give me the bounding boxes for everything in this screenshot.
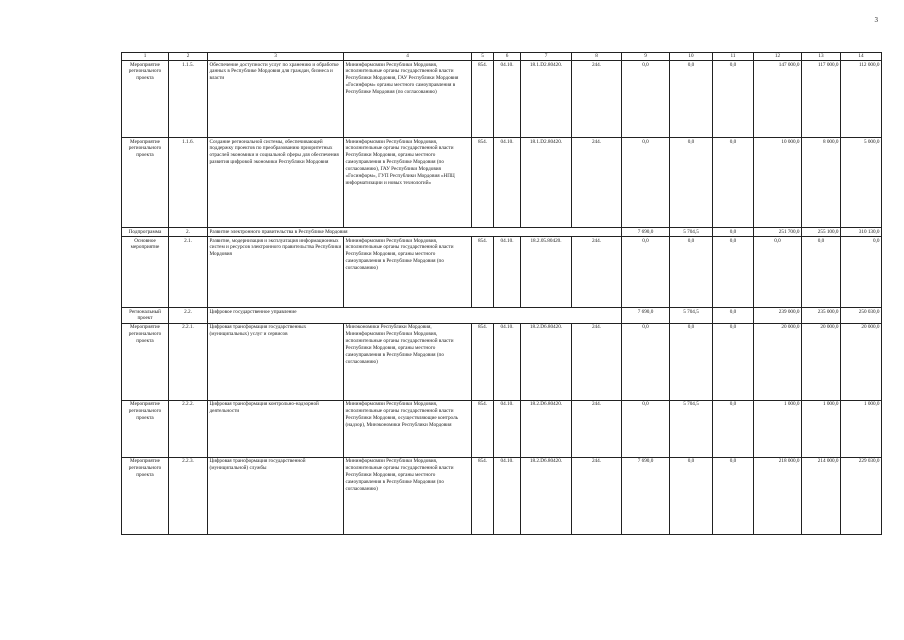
table-row (122, 237, 882, 308)
column-header: 3 (208, 53, 344, 61)
cell-value: 0,0 (670, 138, 713, 228)
cell-value: 0,0 (622, 323, 670, 400)
cell-grbs: 854. (472, 237, 494, 308)
column-header: 10 (670, 53, 713, 61)
cell-type: Мероприятие регионального проекта (122, 138, 169, 228)
column-header: 2 (169, 53, 208, 61)
budget-table (121, 52, 882, 535)
cell-value: 5 704,5 (670, 228, 713, 237)
table-row (122, 61, 882, 138)
column-header: 9 (622, 53, 670, 61)
cell-vr: 244. (572, 323, 622, 400)
cell-name: Создание региональной системы, обеспечивающей поддержку проектов по преобразованию приоритетных отраслей экономики и социальной сферы для обеспечения развития цифровой экономики Республики Мордовия (208, 138, 344, 228)
cell-value: 0,0 (713, 237, 754, 308)
column-header: 6 (494, 53, 521, 61)
cell-grbs: 854. (472, 400, 494, 457)
cell-value: 0,0 (670, 237, 713, 308)
cell-value: 20 000,0 (754, 323, 802, 400)
column-header: 11 (713, 53, 754, 61)
column-header: 12 (754, 53, 802, 61)
cell-rzpr: 04.10. (494, 138, 521, 228)
cell-value: 0,0 (670, 457, 713, 534)
column-header: 5 (472, 53, 494, 61)
cell-value: 7 690,0 (622, 457, 670, 534)
cell-value: 112 000,0 (841, 61, 882, 138)
cell-value: 0,0 (670, 323, 713, 400)
cell-value: 0,0 (713, 308, 754, 324)
cell-rzpr: 04.10. (494, 323, 521, 400)
table-row (122, 228, 882, 237)
cell-value: 0,0 (622, 237, 670, 308)
cell-value: 0,0 (713, 323, 754, 400)
cell-type: Мероприятие регионального проекта (122, 457, 169, 534)
cell-number: 2.2.1. (169, 323, 208, 400)
cell-number: 2.2.3. (169, 457, 208, 534)
cell-type: Мероприятие регионального проекта (122, 61, 169, 138)
cell-grbs: 854. (472, 323, 494, 400)
cell-number: 1.1.5. (169, 61, 208, 138)
cell-type: Мероприятие регионального проекта (122, 400, 169, 457)
cell-csr: 18.2.05.80420. (521, 237, 572, 308)
cell-vr: 244. (572, 400, 622, 457)
cell-vr: 244. (572, 457, 622, 534)
cell-vr: 244. (572, 61, 622, 138)
cell-value: 20 000,0 (841, 323, 882, 400)
cell-value: 0,0 (713, 138, 754, 228)
cell-name: Цифровое государственное управление (208, 308, 622, 324)
cell-value: 0,0 (841, 237, 882, 308)
cell-vr: 244. (572, 237, 622, 308)
cell-csr: 18.2.D6.80420. (521, 457, 572, 534)
cell-value: 0,0 (622, 61, 670, 138)
cell-value: 218 000,0 (754, 457, 802, 534)
cell-value: 7 690,0 (622, 308, 670, 324)
cell-executor: Мининформсвязи Республики Мордовия, исполнительные органы государственной власти Республики Мордовия, органы местного самоуправления в Республике Мордовия (по согласованию) (344, 237, 472, 308)
cell-executor: Мининформсвязи Республики Мордовия, исполнительные органы государственной власти Республики Мордовия, осуществляющие контроль (надзор), Минэкономики Республики Мордовия (344, 400, 472, 457)
cell-rzpr: 04.10. (494, 61, 521, 138)
cell-value: 255 100,0 (802, 228, 841, 237)
cell-value: 0,0 (622, 138, 670, 228)
cell-executor: Мининформсвязи Республики Мордовия, исполнительные органы государственной власти Республики Мордовия, органы местного самоуправления в Республике Мордовия (по согласованию), ГАУ Республики Мордовия «Госинформ», ГУП Республики Мордовия «НПЦ информатизации и новых технологий» (344, 138, 472, 228)
cell-name: Обеспечение доступности услуг по хранению и обработке данных в Республике Мордовия для граждан, бизнеса и власти (208, 61, 344, 138)
cell-grbs: 854. (472, 457, 494, 534)
cell-name: Развитие, модернизация и эксплуатация информационных систем и ресурсов электронного правительства Республики Мордовия (208, 237, 344, 308)
cell-value: 10 000,0 (754, 138, 802, 228)
cell-executor: Мининформсвязи Республики Мордовия, исполнительные органы государственной власти Республики Мордовия, органы местного самоуправления в Республике Мордовия (по согласованию) (344, 457, 472, 534)
table-row (122, 457, 882, 534)
cell-value: 310 130,0 (841, 228, 882, 237)
column-header: 7 (521, 53, 572, 61)
column-header: 8 (572, 53, 622, 61)
cell-value: 0,0 (622, 400, 670, 457)
cell-value: 0,0 (802, 237, 841, 308)
cell-type: Подпрограмма (122, 228, 169, 237)
cell-value: 5 000,0 (841, 138, 882, 228)
cell-number: 2.2.2. (169, 400, 208, 457)
cell-vr: 244. (572, 138, 622, 228)
cell-type: Мероприятие регионального проекта (122, 323, 169, 400)
cell-value: 1 000,0 (802, 400, 841, 457)
cell-value: 0,0 (713, 61, 754, 138)
cell-value: 0,0 (670, 61, 713, 138)
column-header: 1 (122, 53, 169, 61)
cell-value: 5 704,5 (670, 400, 713, 457)
cell-executor: Мининформсвязи Республики Мордовия, исполнительные органы государственной власти Республики Мордовия, ГАУ Республики Мордовия «Госинформ» органы местного самоуправления в Республике Мордовия (по согласованию) (344, 61, 472, 138)
cell-csr: 18.1.D2.80420. (521, 61, 572, 138)
cell-value: 8 000,0 (802, 138, 841, 228)
column-header: 14 (841, 53, 882, 61)
cell-type: Основное мероприятие (122, 237, 169, 308)
cell-rzpr: 04.10. (494, 457, 521, 534)
cell-value: 0,0 (713, 400, 754, 457)
cell-csr: 18.2.D6.80420. (521, 323, 572, 400)
cell-rzpr: 04.10. (494, 237, 521, 308)
cell-value: 250 030,0 (841, 308, 882, 324)
cell-value: 229 030,0 (841, 457, 882, 534)
cell-name: Цифровая трансформация контрольно-надзорной деятельности (208, 400, 344, 457)
page-number: 3 (874, 16, 878, 24)
cell-value: 147 000,0 (754, 61, 802, 138)
column-header: 4 (344, 53, 472, 61)
cell-value: 0,0 (713, 457, 754, 534)
cell-rzpr: 04.10. (494, 400, 521, 457)
cell-value: 251 700,0 (754, 228, 802, 237)
cell-type: Региональный проект (122, 308, 169, 324)
cell-value: 1 000,0 (754, 400, 802, 457)
table-row (122, 138, 882, 228)
cell-value: 20 000,0 (802, 323, 841, 400)
cell-executor: Минэкономики Республики Мордовия, Мининформсвязи Республики Мордовия, исполнительные органы государственной власти Республики Мордовия, органы местного самоуправления в Республике Мордовия (по согласованию) (344, 323, 472, 400)
cell-name: Цифровая трансформация государственных (муниципальных) услуг и сервисов (208, 323, 344, 400)
cell-value: 235 000,0 (802, 308, 841, 324)
cell-value: 239 000,0 (754, 308, 802, 324)
cell-grbs: 854. (472, 61, 494, 138)
cell-number: 1.1.6. (169, 138, 208, 228)
cell-number: 2.2. (169, 308, 208, 324)
header-row (122, 53, 882, 61)
table-row (122, 308, 882, 324)
cell-value: 0,0 (713, 228, 754, 237)
cell-value: 214 000,0 (802, 457, 841, 534)
table-row (122, 323, 882, 400)
cell-number: 2. (169, 228, 208, 237)
cell-csr: 18.2.D6.80420. (521, 400, 572, 457)
cell-csr: 18.1.D2.80420. (521, 138, 572, 228)
cell-name: Развитие электронного правительства в Республике Мордовия (208, 228, 622, 237)
cell-name: Цифровая трансформация государственной (муниципальной) службы (208, 457, 344, 534)
cell-value: 1 000,0 (841, 400, 882, 457)
cell-number: 2.1. (169, 237, 208, 308)
cell-value: 5 704,5 (670, 308, 713, 324)
cell-value: 7 690,0 (622, 228, 670, 237)
cell-grbs: 854. (472, 138, 494, 228)
table-row (122, 400, 882, 457)
cell-value: 117 000,0 (802, 61, 841, 138)
column-header: 13 (802, 53, 841, 61)
cell-value: 0,0 (754, 237, 802, 308)
